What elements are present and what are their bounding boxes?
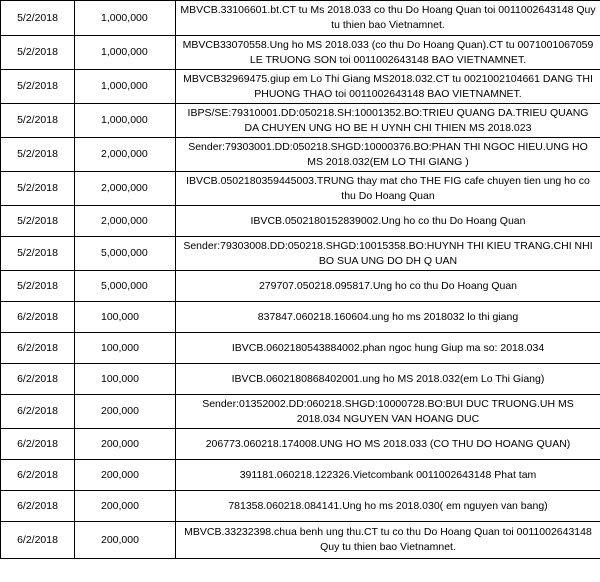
date-cell: 6/2/2018 [1,429,75,460]
table-row [1,104,600,138]
date-cell: 5/2/2018 [1,237,75,271]
table-row [1,271,600,302]
description-cell: 391181.060218.122326.Vietcombank 0011002643148 Phat tam [176,460,600,491]
date-cell: 5/2/2018 [1,104,75,138]
description-cell: MBVCB.33106601.bt.CT tu Ms 2018.033 co thu Do Hoang Quan toi 0011002643148 Quy tu thien bao Vietnamnet. [176,1,600,36]
amount-cell: 1,000,000 [75,1,176,36]
amount-cell: 100,000 [75,302,176,333]
date-cell: 6/2/2018 [1,333,75,364]
date-cell: 6/2/2018 [1,460,75,491]
description-cell: MBVCB.33232398.chua benh ung thu.CT tu co thu Do Hoang Quan toi 0011002643148 Quy tu thien bao Vietnamnet. [176,522,600,559]
donations-table-body [1,1,600,559]
table-row [1,237,600,271]
description-cell: Sender:79303008.DD:050218.SHGD:10015358.BO:HUYNH THI KIEU TRANG.CHI NHI BO SUA UNG DO DH Q UAN [176,237,600,271]
amount-cell: 200,000 [75,491,176,522]
description-cell: IBVCB.0602180868402001.ung ho MS 2018.032(em Lo Thi Giang) [176,364,600,395]
description-cell: IBVCB.0502180152839002.Ung ho co thu Do Hoang Quan [176,206,600,237]
table-row [1,429,600,460]
table-row [1,172,600,206]
description-cell: MBVCB32969475.giup em Lo Thi Giang MS2018.032.CT tu 0021002104661 DANG THI PHUONG THAO toi 0011002643148 BAO VIETNAMNET. [176,70,600,104]
description-cell: IBVCB.0602180543884002.phan ngoc hung Giup ma so: 2018.034 [176,333,600,364]
table-row [1,138,600,172]
table-row [1,1,600,36]
amount-cell: 2,000,000 [75,206,176,237]
description-cell: 837847.060218.160604.ung ho ms 2018032 lo thi giang [176,302,600,333]
date-cell: 6/2/2018 [1,491,75,522]
amount-cell: 200,000 [75,429,176,460]
table-row [1,333,600,364]
amount-cell: 200,000 [75,460,176,491]
date-cell: 6/2/2018 [1,522,75,559]
description-cell: IBVCB.0502180359445003.TRUNG thay mat cho THE FIG cafe chuyen tien ung ho co thu Do Hoang Quan [176,172,600,206]
amount-cell: 1,000,000 [75,70,176,104]
description-cell: Sender:79303001.DD:050218.SHGD:10000376.BO:PHAN THI NGOC HIEU.UNG HO MS 2018.032(EM LO THI GIANG ) [176,138,600,172]
date-cell: 5/2/2018 [1,70,75,104]
amount-cell: 100,000 [75,333,176,364]
table-row [1,206,600,237]
description-cell: Sender:01352002.DD:060218.SHGD:10000728.BO:BUI DUC TRUONG.UH MS 2018.034 NGUYEN VAN HOANG DUC [176,395,600,429]
date-cell: 6/2/2018 [1,395,75,429]
description-cell: 206773.060218.174008.UNG HO MS 2018.033 (CO THU DO HOANG QUAN) [176,429,600,460]
date-cell: 5/2/2018 [1,271,75,302]
amount-cell: 2,000,000 [75,138,176,172]
date-cell: 5/2/2018 [1,172,75,206]
description-cell: 279707.050218.095817.Ung ho co thu Do Hoang Quan [176,271,600,302]
table-row [1,395,600,429]
table-row [1,364,600,395]
amount-cell: 5,000,000 [75,237,176,271]
description-cell: 781358.060218.084141.Ung ho ms 2018.030( em nguyen van bang) [176,491,600,522]
amount-cell: 200,000 [75,395,176,429]
table-row [1,70,600,104]
amount-cell: 2,000,000 [75,172,176,206]
date-cell: 6/2/2018 [1,302,75,333]
amount-cell: 200,000 [75,522,176,559]
table-row [1,522,600,559]
description-cell: MBVCB33070558.Ung ho MS 2018.033 (co thu Do Hoang Quan).CT tu 0071001067059 LE TRUONG SON toi 0011002643148 BAO VIETNAMNET. [176,36,600,70]
description-cell: IBPS/SE:79310001.DD:050218.SH:10001352.BO:TRIEU QUANG DA.TRIEU QUANG DA CHUYEN UNG HO BE H UYNH CHI THIEN MS 2018.023 [176,104,600,138]
amount-cell: 100,000 [75,364,176,395]
amount-cell: 5,000,000 [75,271,176,302]
date-cell: 6/2/2018 [1,364,75,395]
date-cell: 5/2/2018 [1,138,75,172]
table-row [1,491,600,522]
date-cell: 5/2/2018 [1,206,75,237]
table-row [1,302,600,333]
table-row [1,36,600,70]
date-cell: 5/2/2018 [1,36,75,70]
amount-cell: 1,000,000 [75,104,176,138]
date-cell: 5/2/2018 [1,1,75,36]
amount-cell: 1,000,000 [75,36,176,70]
table-row [1,460,600,491]
